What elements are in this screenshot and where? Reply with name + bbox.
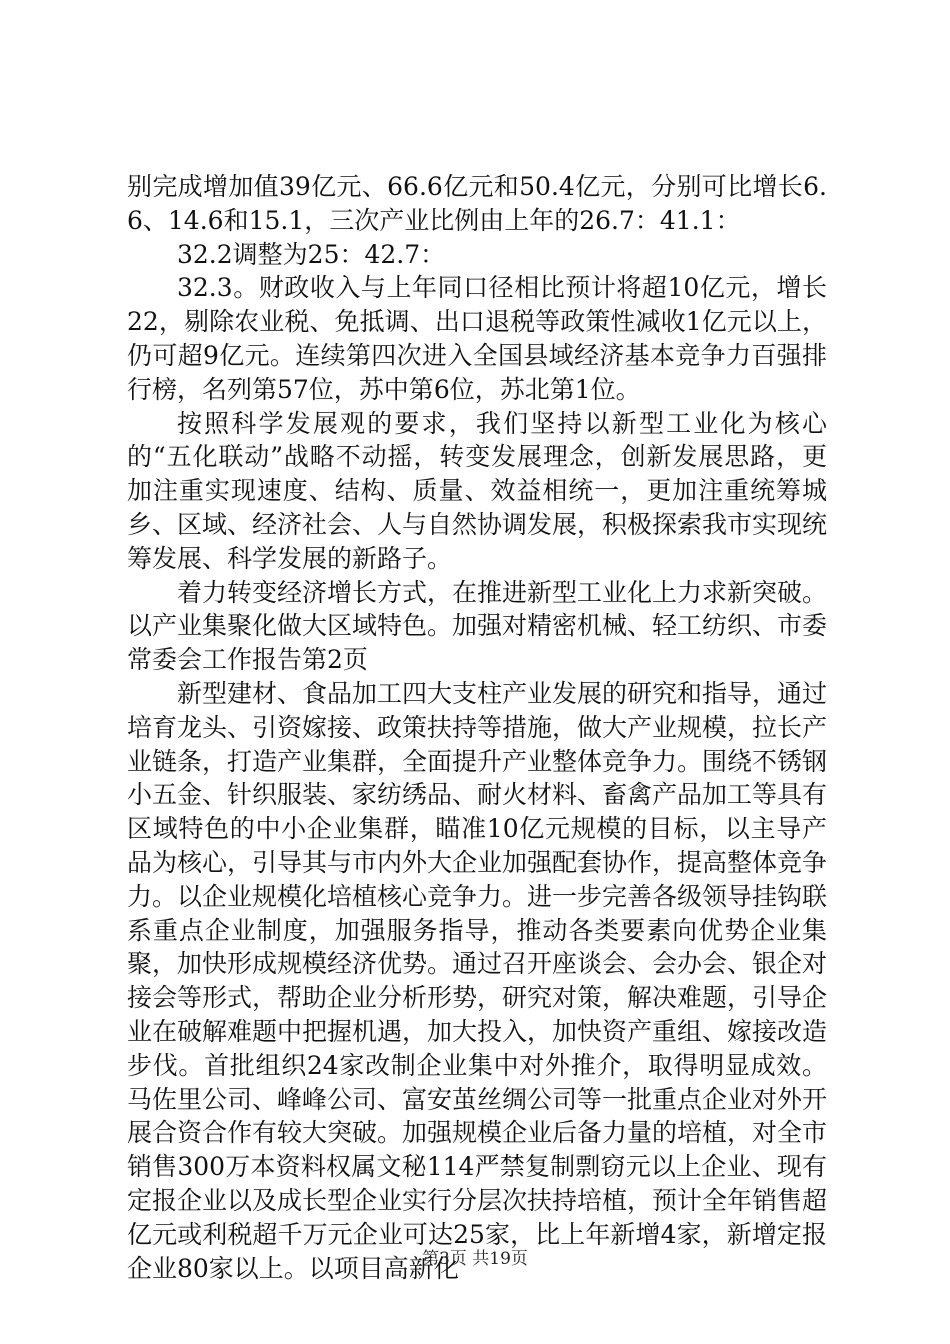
paragraph-5: 着力转变经济增长方式，在推进新型工业化上力求新突破。以产业集聚化做大区域特色。加强对精密机械、轻工纺织、市委常委会工作报告第2页 [127,577,828,675]
paragraph-6: 新型建材、食品加工四大支柱产业发展的研究和指导，通过培育龙头、引资嫁接、政策扶持等措施，做大产业规模，拉长产业链条，打造产业集群，全面提升产业整体竞争力。围绕不锈钢小五金、针织服装、家纺绣品、耐火材料、畜禽产品加工等具有区域特色的中小企业集群，瞄准10亿元规模的目标，以主导产品为核心，引导其与市内外大企业加强配套协作，提高整体竞争力。以企业规模化培植核心竞争力。进一步完善各级领导挂钩联系重点企业制度，加强服务指导，推动各类要素向优势企业集聚，加快形成规模经济优势。通过召开座谈会、会办会、银企对接会等形式，帮助企业分析形势，研究对策，解决难题，引导企业在破解难题中把握机遇，加大投入，加快资产重组、嫁接改造步伐。首批组织24家改制企业集中对外推介，取得明显成效。马佐里公司、峰峰公司、富安茧丝绸公司等一批重点企业对外开展合资合作有较大突破。加强规模企业后备力量的培植，对全市销售300万本资料权属文秘114严禁复制剽窃元以上企业、现有定报企业以及成长型企业实行分层次扶持培植，预计全年销售超亿元或利税超千万元企业可达25家，比上年新增4家，新增定报企业80家以上。以项目高新化 [127,678,828,1283]
document-body [127,170,827,1285]
paragraph-3: 32.3。财政收入与上年同口径相比预计将超10亿元，增长22，剔除农业税、免抵调、出口退税等政策性减收1亿元以上，仍可超9亿元。连续第四次进入全国县域经济基本竞争力百强排行榜，名列第57位，苏中第6位，苏北第1位。 [127,273,827,404]
paragraph-2: 32.2调整为25：42.7： [177,239,446,269]
paragraph-4: 按照科学发展观的要求，我们坚持以新型工业化为核心的“五化联动”战略不动摇，转变发展理念，创新发展思路，更加注重实现速度、结构、质量、效益相统一，更加注重统筹城乡、区域、经济社会、人与自然协调发展，积极探索我市实现统筹发展、科学发展的新路子。 [127,408,828,573]
page-number-footer: 第3页 共19页 [422,1249,528,1269]
paragraph-1: 别完成增加值39亿元、66.6亿元和50.4亿元，分别可比增长6.6、14.6和15.1，三次产业比例由上年的26.7：41.1： [127,172,827,235]
